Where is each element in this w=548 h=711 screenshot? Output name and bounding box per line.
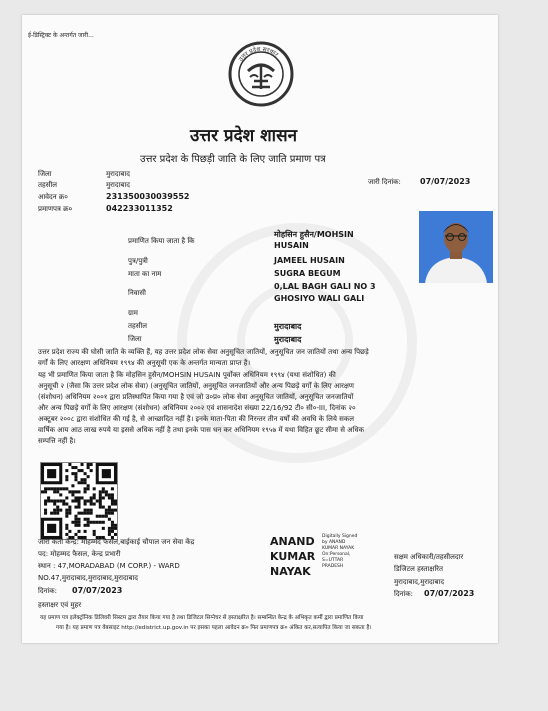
signer-detail-line3: KUMAR NAYAK — [322, 546, 355, 551]
footer-line1: यह प्रमाण पत्र इलेक्ट्रॉनिक डिलिवरी सिस्टम द्वारा तैयार किया गया है तथा डिजिटल सिग्नेचर से हस्ताक्षरित है। सम्बन्धित केन्द्र के अभिकृत कर्मी द्वारा प्रमाणित किया — [40, 615, 364, 621]
district-label: जिला — [38, 170, 52, 178]
father-label: पुत्र/पुत्री — [128, 257, 148, 265]
issuer-post: पद: मोहम्मद फैसल, केन्द्र प्रभारी — [38, 550, 121, 558]
signer-detail-line5: S=UTTAR — [322, 558, 344, 563]
para1-line2: वर्गों के लिए आरक्षण अधिनियम १९९४ की अनुसूची एक के अन्तर्गत मान्यता प्राप्त है। — [38, 359, 251, 367]
para2-line2: अनुसूची २ (जैसा कि उत्तर प्रदेश लोक सेवा) (अनुसूचित जातियों, अनुसूचित जनजातियों और अन्य पिछड़े वर्गों के लिए आरक्षण — [38, 382, 354, 390]
applicant-name-line1: मोहसिन हुसैन/MOHSIN — [274, 230, 354, 239]
certificate-sheet — [22, 15, 498, 643]
applicant-name-line2: HUSAIN — [274, 241, 309, 250]
issuer-place-line2: NO.47,मुरादाबाद,मुरादाबाद,मुरादाबाद — [38, 574, 139, 582]
up-emblem-icon — [228, 41, 294, 107]
mother-value: SUGRA BEGUM — [274, 269, 341, 278]
person-tehsil-value: मुरादाबाद — [274, 322, 302, 331]
mother-label: माता का नाम — [128, 270, 162, 278]
address-line2: GHOSIYO WALI GALI — [274, 294, 365, 303]
certified-label: प्रमाणित किया जाता है कि — [128, 237, 195, 245]
para2-line6: वार्षिक आय आठ लाख रुपये या इससे अधिक नहीं है तथा इनके पास धन कर अधिनियम १९५७ में यथा विहित छूट सीमा से अधिक — [38, 426, 365, 434]
certificate-title: उत्तर प्रदेश के पिछड़ी जाति के लिए जाति प्रमाण पत्र — [140, 154, 326, 165]
address-line1: 0,LAL BAGH GALI NO 3 — [274, 282, 376, 291]
para2-line3: (संशोधन) अधिनियम २००१ द्वारा प्रतिस्थापित किया गया है एवं जो उ०प्र० लोक सेवा अनुसूचित जातियों, अनुसूचित जनजातियों — [38, 393, 354, 401]
para2-line7: सम्पत्ति नहीं है। — [38, 437, 76, 445]
person-tehsil-label: तहसील — [128, 322, 147, 330]
para2-line5: अक्टूबर २००८ द्वारा संशोधित की गई है, से आच्छादित नहीं है। इनके माता-पिता की निरन्तर तीन वर्षों की अवधि के लिये सकल — [38, 415, 354, 423]
footer-line2: गया है। यह प्रमाण पत्र वेबसाइट http://edistrict.up.gov.in पर इसका पहला आवेदन क्र० फिर प्रमाणपत्र क्र० अंकित कर,सत्यापित किया जा सकता है। — [56, 625, 372, 631]
issuer-date-label: दिनांक: — [38, 587, 57, 595]
tehsil-label: तहसील — [38, 181, 57, 189]
application-label: आवेदन क्र० — [38, 193, 68, 201]
signer-detail-line1: Digitally Signed — [322, 534, 358, 539]
signer-detail-line4: On:Personal, — [322, 552, 351, 557]
issuer-center: जारी कर्ता केन्द्र: मोहम्मद फैसल,बाईकाई चौपाल जन सेवा केंद्र — [38, 538, 195, 546]
person-district-value: मुरादाबाद — [274, 335, 302, 344]
person-district-label: जिला — [128, 335, 142, 343]
para2-line1: यह भी प्रमाणित किया जाता है कि मोहसिन हुसैन/MOHSIN HUSAIN पूर्वोक्त अधिनियम १९९४ (यथा संशोधित) की — [38, 371, 336, 379]
issuer-place-line1: स्थान : 47,MORADABAD (M CORP.) - WARD — [38, 562, 180, 570]
signer-detail-line2: by ANAND — [322, 540, 346, 545]
signer-name-line2: KUMAR — [270, 550, 316, 563]
para2-line4: और अन्य पिछड़े वर्गों के लिए आरक्षण (संशोधन) अधिनियम २००२ एवं शासनादेश संख्या 22/16/92 टी० सी०-III, दिनांक २० — [38, 404, 356, 412]
signer-name-line1: ANAND — [270, 535, 315, 548]
issuer-date-value: 07/07/2023 — [72, 586, 123, 595]
address-label: निवासी — [128, 289, 146, 297]
father-value: JAMEEL HUSAIN — [274, 256, 345, 265]
authority-line3: मुरादाबाद,मुरादाबाद — [394, 578, 445, 586]
govt-title: उत्तर प्रदेश शासन — [190, 126, 298, 146]
authority-date-label: दिनांक: — [394, 590, 413, 598]
applicant-photo — [419, 211, 493, 283]
district-value: मुरादाबाद — [106, 170, 130, 178]
tehsil-value: मुरादाबाद — [106, 181, 130, 189]
authority-line1: सक्षम अधिकारी/तहसीलदार — [394, 553, 464, 561]
authority-line2: डिजिटल हस्ताक्षरित — [394, 565, 443, 573]
svg-text:उत्तर प्रदेश सरकार: उत्तर प्रदेश सरकार — [237, 45, 280, 63]
issuer-sign-label: हस्ताक्षर एवं मुहर — [38, 601, 82, 609]
signer-detail-line6: PRADESH — [322, 564, 344, 569]
issue-date-label: जारी दिनांक: — [368, 178, 401, 186]
issue-date-value: 07/07/2023 — [420, 177, 471, 186]
certificate-no-label: प्रमाणपत्र क्र० — [38, 205, 73, 213]
signer-name-line3: NAYAK — [270, 565, 311, 578]
authority-date-value: 07/07/2023 — [424, 589, 475, 598]
para1-line1: उत्तर प्रदेश राज्य की घोसी जाति के व्यक्ति हैं, यह उत्तर प्रदेश लोक सेवा अनुसूचित जातियों, अनुसूचित जन जातियों तथा अन्य पिछड़े — [38, 348, 369, 356]
application-value: 231350030039552 — [106, 192, 190, 201]
scheme-text: ई-डिस्ट्रिक्ट के अन्तर्गत जारी... — [28, 32, 94, 39]
village-label: ग्राम — [128, 309, 138, 317]
certificate-no-value: 042233011352 — [106, 204, 173, 213]
qr-code-icon — [40, 462, 118, 540]
